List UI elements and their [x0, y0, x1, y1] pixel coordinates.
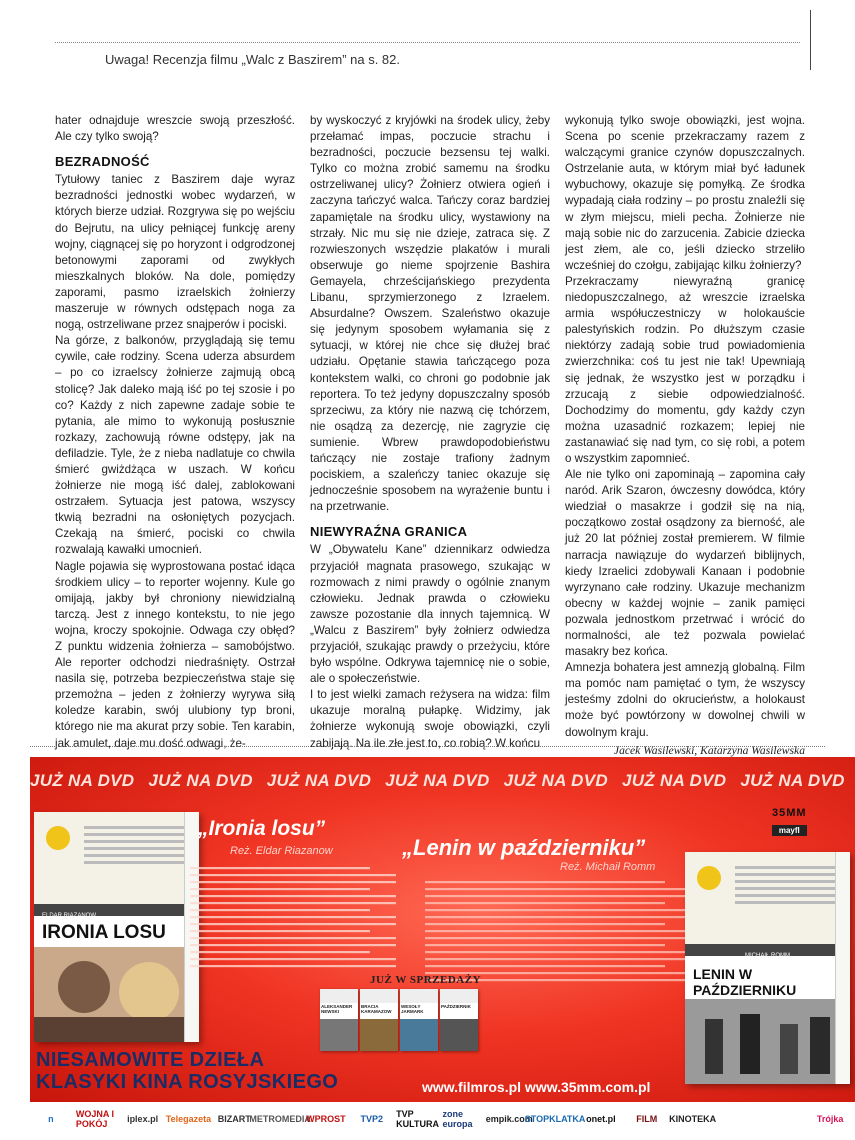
- paragraph: Nagle pojawia się wyprostowana postać idąca środkiem ulicy – to reporter wojenny. Kule go omijają, jakby był chroniony niewidzialną tarczą. Jest z innego kontekstu, to nie jego wojna, kroczy spokojnie. Odwaga czy obłęd? Z punktu widzenia żołnierza – samobójstwo. Ale reporter odchodzi niedraśnięty. Ostrzał nasila się, potrzeba bezpieczeństwa staje się przemożna – jeden z żołnierzy wyrywa siłą koledze karabin, swój ulubiony typ broni, którego nie ma akurat przy sobie. Ten karabin, jak amulet, daje mu dość odwagi, że-: [55, 559, 295, 750]
- cover-photo: [34, 947, 199, 1042]
- header-dotted-rule: [55, 42, 800, 43]
- paragraph: wykonują tylko swoje obowiązki, jest wojna. Scena po scenie przekraczamy razem z walczącymi granice czynów dopuszczalnych. Ostrzelanie auta, w którym miał być ładunek wybuchowy, okazuje się pomyłką. Ze środka wypadają ciała rodziny – po prostu znaleźli się w złym miejscu, mieli pecha. Żołnierze nie mają sobie nic do zarzucenia. Zabicie dziecka jest złem, ale co, jeśli dziecko strzeliło wcześniej do czołgu, zabijając kilku żołnierzy?: [565, 114, 805, 272]
- ad-urls: www.filmros.pl www.35mm.com.pl: [422, 1079, 651, 1095]
- paragraph: Ale nie tylko oni zapominają – zapomina cały naród. Arik Szaron, ówczesny dowódca, który wiedział o masakrze i godził się na nią, początkowo został osądzony za bierność, ale już 20 lat później został premierem. W filmie narracja nawiązuje do wydarzeń biblijnych, kiedy Izraelici zdobywali Kanaan i podobnie wyrzynano całe rodziny. Ukazuje mechanizm obecny w każdej wojnie – zanik pamięci pozwala jednostkom przetrwać i wrócić do normalności, ale też pozwala powielać masakry bez końca.: [565, 468, 805, 659]
- dvd-cover-ironia-losu: [34, 812, 199, 1042]
- sponsor-logo: [718, 1105, 760, 1133]
- ad-separator: [30, 746, 825, 747]
- sponsor-logo: WPROST: [306, 1114, 346, 1124]
- 35mm-logo: 35MM mayfl: [772, 807, 807, 835]
- paragraph: I to jest wielki zamach reżysera na widza: film ukazuje moralną pułapkę. Widzimy, jak żołnierze wykonują swoje obowiązki, czyli zabijają. Na ile złe jest to, co robią? W końcu: [310, 688, 550, 750]
- cover-author: ELDAR RIAZANOW: [42, 913, 97, 919]
- ribbon-item: JUŻ NA DVD: [385, 771, 490, 790]
- header-vertical-rule: [810, 10, 811, 70]
- mini-dvd-4: PAŹDZIERNIK: [440, 989, 478, 1051]
- sponsor-logo: Trójka: [816, 1114, 844, 1124]
- dvd-advertisement: [30, 757, 855, 1102]
- sponsor-logo: onet.pl: [586, 1114, 616, 1124]
- paragraph: Przekraczamy niewyraźną granicę niedopuszczalnego, aż wreszcie izraelska armia współuczestniczy w holokauście palestyńskich rodzin. Po dłuższym czasie niektórzy zadają sobie trud powiadomienia zwierzchnika: coś tu jest nie tak! Upewniają się jednak, że wszystko jest w porządku i zrzucają z siebie odpowiedzialność. Dochodzimy do momentu, gdy każdy czyn można uzasadnić rozkazem; lepiej nie zastanawiać się nad tym, co się robi, a potem o wszystkim zapomnieć.: [565, 274, 805, 465]
- dvd-cover-lenin: [685, 852, 850, 1084]
- film1-title: „Ironia losu”: [198, 817, 326, 840]
- mini-dvd-3: WESOŁY JARMARK: [400, 989, 438, 1051]
- sponsor-logo: WOJNA I POKÓJ: [75, 1109, 114, 1129]
- article-column-2: [310, 113, 550, 752]
- ad-ribbon: [30, 771, 855, 791]
- sponsor-logo: empik.com: [485, 1114, 533, 1124]
- sponsor-logo: Telegazeta: [165, 1114, 212, 1124]
- paragraph: Amnezja bohatera jest amnezją globalną. Film ma pomóc nam pamiętać o tym, że wszyscy jesteśmy zdolni do okrucieństw, a holokaust może być powtórzony w dowolnej chwili w dowolnym kraju.: [565, 661, 805, 739]
- film2-title: „Lenin w październiku”: [402, 835, 646, 860]
- ribbon-item: JUŻ NA DVD: [148, 771, 253, 790]
- cover-author: MICHAIŁ ROMM: [745, 953, 790, 959]
- article-signature: Jacek Wasilewski, Katarzyna Wasilewska: [613, 743, 805, 757]
- sponsor-logo: KINOTEKA: [669, 1114, 717, 1124]
- sponsor-logo: FILM: [636, 1114, 658, 1124]
- ad-slogan-line-1: NIESAMOWITE DZIEŁA: [36, 1049, 265, 1071]
- header-note: Uwaga! Recenzja filmu „Walc z Baszirem” na s. 82.: [105, 52, 401, 67]
- article-column-1: [55, 113, 295, 752]
- section-heading: BEZRADNOŚĆ: [55, 154, 150, 170]
- seal-icon: [46, 826, 70, 850]
- sponsor-logo: TVP KULTURA: [396, 1109, 439, 1129]
- paragraph: Tytułowy taniec z Baszirem daje wyraz bezradności jednostki wobec wydarzeń, w których bierze udział. Rozgrywa się po wejściu do Bejrutu, na ulicy pełniącej funkcję areny wojny, ciągnącej się po horyzont i odgrodzonej betonowymi zaporami od zwykłych mieszkalnych bloków. Na dole, pomiędzy zaporami, pasmo izraelskich żołnierzy maszeruje w równych odstępach noga za nogą, ostrzeliwane przez snajperów i pociski.: [55, 173, 295, 332]
- sponsor-logo: TVP2: [360, 1114, 383, 1124]
- film1-blurb: [190, 865, 400, 970]
- ribbon-item: JUŻ NA DVD: [30, 771, 135, 790]
- sponsor-logo: n: [48, 1114, 54, 1124]
- film2-director: Reż. Michaił Romm: [560, 861, 656, 873]
- mini-dvd-2: BRACIA KARAMAZOW: [360, 989, 398, 1051]
- film2-blurb: [425, 879, 695, 989]
- paragraph: W „Obywatelu Kane” dziennikarz odwiedza przyjaciół magnata prasowego, szukając w rozmowach z nimi prawdy o ogólnie znanym człowieku. Jednak prawda o człowieku zawsze pozostanie dla innych tajemnicą. W „Walcu z Baszirem” były żołnierz odwiedza przyjaciół, szukając prawdy o przeżyciu, które było wspólne. Odkrywa tajemnicę nie o sobie, ale o społeczeństwie.: [310, 543, 550, 686]
- sponsor-logo: BIZART: [217, 1114, 251, 1124]
- sale-label: JUŻ W SPRZEDAŻY: [370, 974, 482, 986]
- paragraph: hater odnajduje wreszcie swoją przeszłość. Ale czy tylko swoją?: [55, 114, 295, 144]
- sponsor-logos-strip: [30, 1105, 855, 1135]
- section-heading: NIEWYRAŹNA GRANICA: [310, 524, 468, 540]
- sponsor-logo: [763, 1105, 805, 1133]
- sponsor-logo: METROMEDIA: [249, 1114, 311, 1124]
- seal-icon: [697, 866, 721, 890]
- mini-dvd-1: ALEKSANDER NEWSKI: [320, 989, 358, 1051]
- cover-title: IRONIA LOSU: [42, 922, 166, 943]
- paragraph: by wyskoczyć z kryjówki na środek ulicy, żeby przełamać impas, poczucie strachu i bezradności, poczucie bezsensu tej walki. Tylko co można zrobić samemu na środku ostrzeliwanej ulicy? Żołnierz otwiera ogień i zaczyna tańczyć walca. Tańczy coraz bardziej zapamiętale na środku ulicy, wystawiony na strzały. Nic mu się nie dzieje, zatraca się. Z rozwieszonych wszędzie plakatów i murali obserwuje go nieme spojrzenie Bashira Gemayela, chrześcijańskiego prezydenta Libanu, sprzymierzonego z Izraelem. Absurdalne? Owszem. Szaleństwo okazuje się jedynym sposobem wyłamania się z sytuacji, w której nie chce się dłużej brać udziału. Opętanie stawia tańczącego poza kontekstem walki, co chroni go podobnie jak reportera. To też jedyny dopuszczalny sposób sprzeciwu, za który nie nazwą cię tchórzem, nie osądzą za dezercję, nie zagryzie cię sumienie. Wbrew prawdopodobieństwu tańczący nie zostaje trafiony żadnym pociskiem, a szaleńczy taniec okazuje się jednocześnie sposobem na wyrażenie buntu i na przetrwanie.: [310, 114, 550, 514]
- paragraph: Na górze, z balkonów, przyglądają się temu cywile, całe rodziny. Scena uderza absurdem – po co izraelscy żołnierze zajmują obcą stolicę? Jak daleko mają iść po tej szosie i po co? Każdy z nich zapewne zadaje sobie te pytania, ale mimo to wykonują posłusznie rozkazy, zachowują równe odstępy, jak na defiladzie. Tyle, że z nieba nadlatuje co chwila śmierć gwiżdżąca w uszach. W końcu żołnierze nie mogą iść dalej, zablokowani ostrzałem. Sytuacja jest patowa, wszyscy tkwią bezradni na osłoniętych pozycjach. Czekają na śmierć, pociski co chwila rozwalają kawałki umocnień.: [55, 334, 295, 557]
- sponsor-logo: zone europa: [442, 1109, 473, 1129]
- sponsor-logo: STOPKLATKA: [524, 1114, 586, 1124]
- article-column-3: [565, 113, 805, 759]
- cover-title: LENIN W PAŹDZIERNIKU: [693, 966, 797, 998]
- ribbon-item: JUŻ NA DVD: [621, 771, 727, 790]
- sponsor-logo: iplex.pl: [127, 1114, 159, 1124]
- film1-director: Reż. Eldar Riazanow: [230, 845, 333, 857]
- ribbon-item: JUŻ NA DVD: [503, 771, 608, 790]
- ribbon-item: JUŻ NA DVD: [266, 771, 372, 790]
- cover-photo: [685, 999, 850, 1084]
- ad-slogan-line-2: KLASYKI KINA ROSYJSKIEGO: [36, 1071, 339, 1093]
- ribbon-item: JUŻ NA DVD: [740, 771, 845, 790]
